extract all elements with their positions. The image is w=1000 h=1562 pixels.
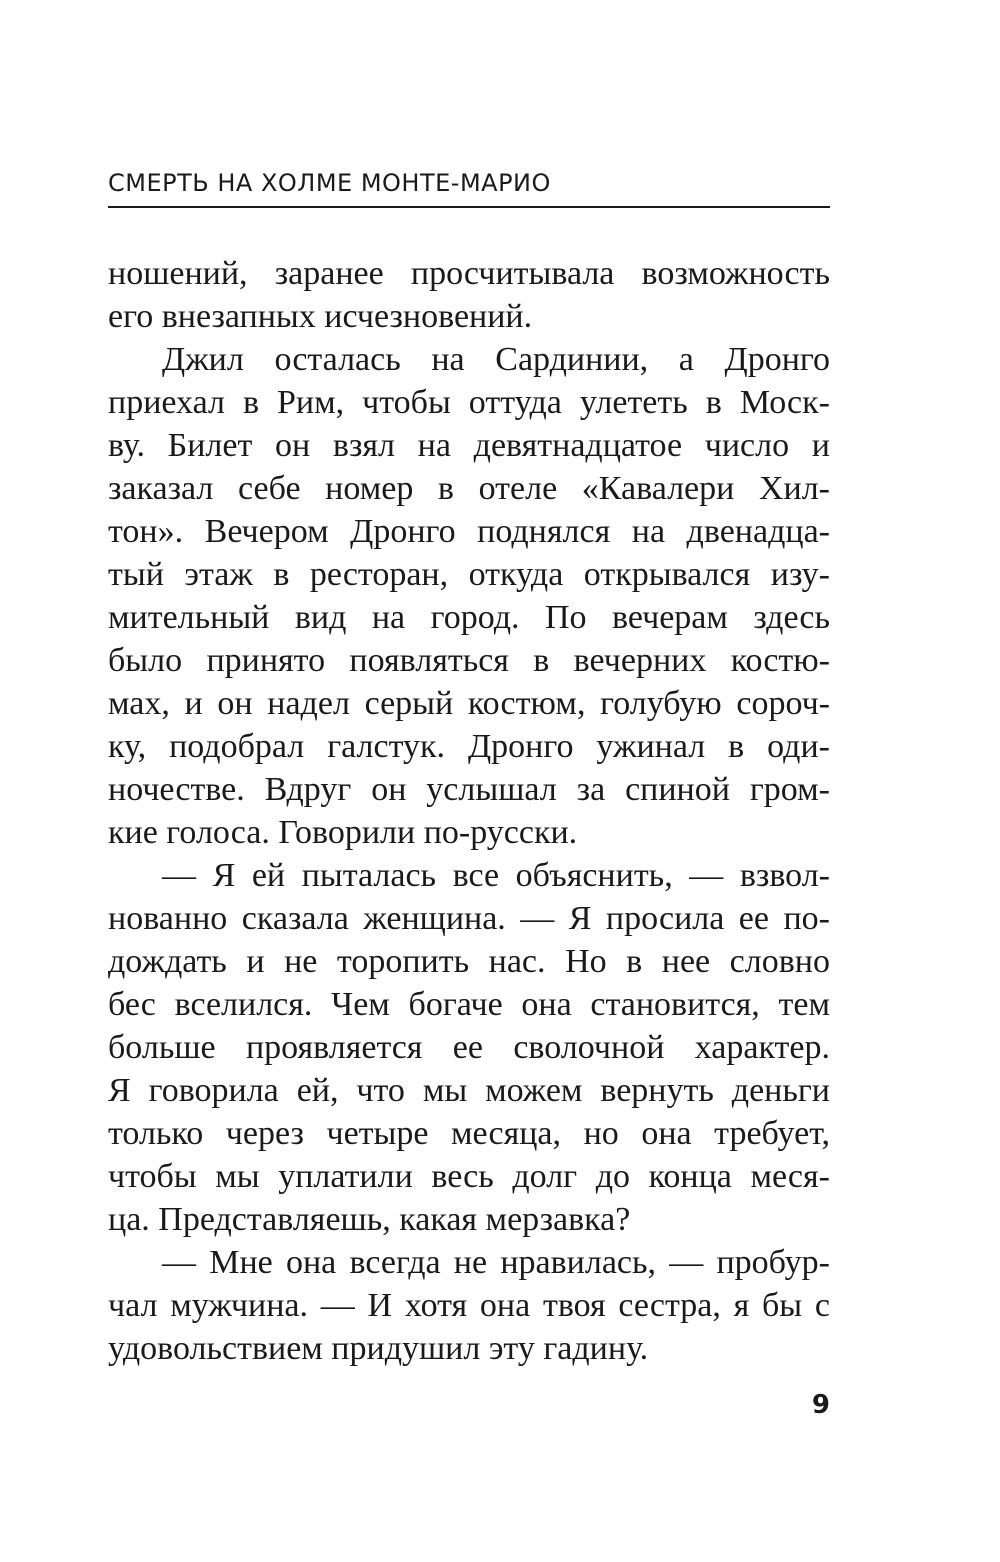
text-line: — Я ей пыталась все объяснить, — взвол- xyxy=(162,857,830,894)
text-line: тон». Вечером Дронго поднялся на двенадца- xyxy=(108,513,830,550)
text-line: мах, и он надел серый костюм, голубую сороч- xyxy=(108,685,830,722)
text-line: кие голоса. Говорили по-русски. xyxy=(108,814,578,851)
text-line: было принято появляться в вечерних костю- xyxy=(108,642,830,679)
text-line: чтобы мы уплатили весь долг до конца меся- xyxy=(108,1158,830,1195)
text-line: чал мужчина. — И хотя она твоя сестра, я бы с xyxy=(108,1287,830,1324)
text-line: бес вселился. Чем богаче она становится, тем xyxy=(108,986,830,1023)
text-line: мительный вид на город. По вечерам здесь xyxy=(108,599,830,636)
text-line: только через четыре месяца, но она требует, xyxy=(108,1115,830,1152)
text-line: ношений, заранее просчитывала возможность xyxy=(108,255,830,292)
running-head: СМЕРТЬ НА ХОЛМЕ МОНТЕ-МАРИО xyxy=(108,169,551,197)
text-line: Джил осталась на Сардинии, а Дронго xyxy=(162,341,830,378)
text-line: больше проявляется ее сволочной характер. xyxy=(108,1029,830,1066)
text-line: ца. Представляешь, какая мерзавка? xyxy=(108,1201,631,1238)
text-line: ку, подобрал галстук. Дронго ужинал в оди- xyxy=(108,728,830,765)
text-line: — Мне она всегда не нравилась, — пробур- xyxy=(162,1244,830,1281)
body-text xyxy=(108,252,830,1370)
text-line: его внезапных исчезновений. xyxy=(108,298,533,335)
text-line: приехал в Рим, чтобы оттуда улететь в Моск- xyxy=(108,384,830,421)
text-line: дождать и не торопить нас. Но в нее словно xyxy=(108,943,830,980)
page-number: 9 xyxy=(811,1390,830,1420)
header-rule xyxy=(108,206,830,208)
text-line: ночестве. Вдруг он услышал за спиной гром- xyxy=(108,771,830,808)
text-line: заказал себе номер в отеле «Кавалери Хил- xyxy=(108,470,830,507)
text-line: тый этаж в ресторан, откуда открывался изу- xyxy=(108,556,830,593)
text-line: Я говорила ей, что мы можем вернуть деньги xyxy=(108,1072,830,1109)
text-line: удовольствием придушил эту гадину. xyxy=(108,1330,649,1367)
text-line: нованно сказала женщина. — Я просила ее по- xyxy=(108,900,830,937)
text-line: ву. Билет он взял на девятнадцатое число и xyxy=(108,427,830,464)
